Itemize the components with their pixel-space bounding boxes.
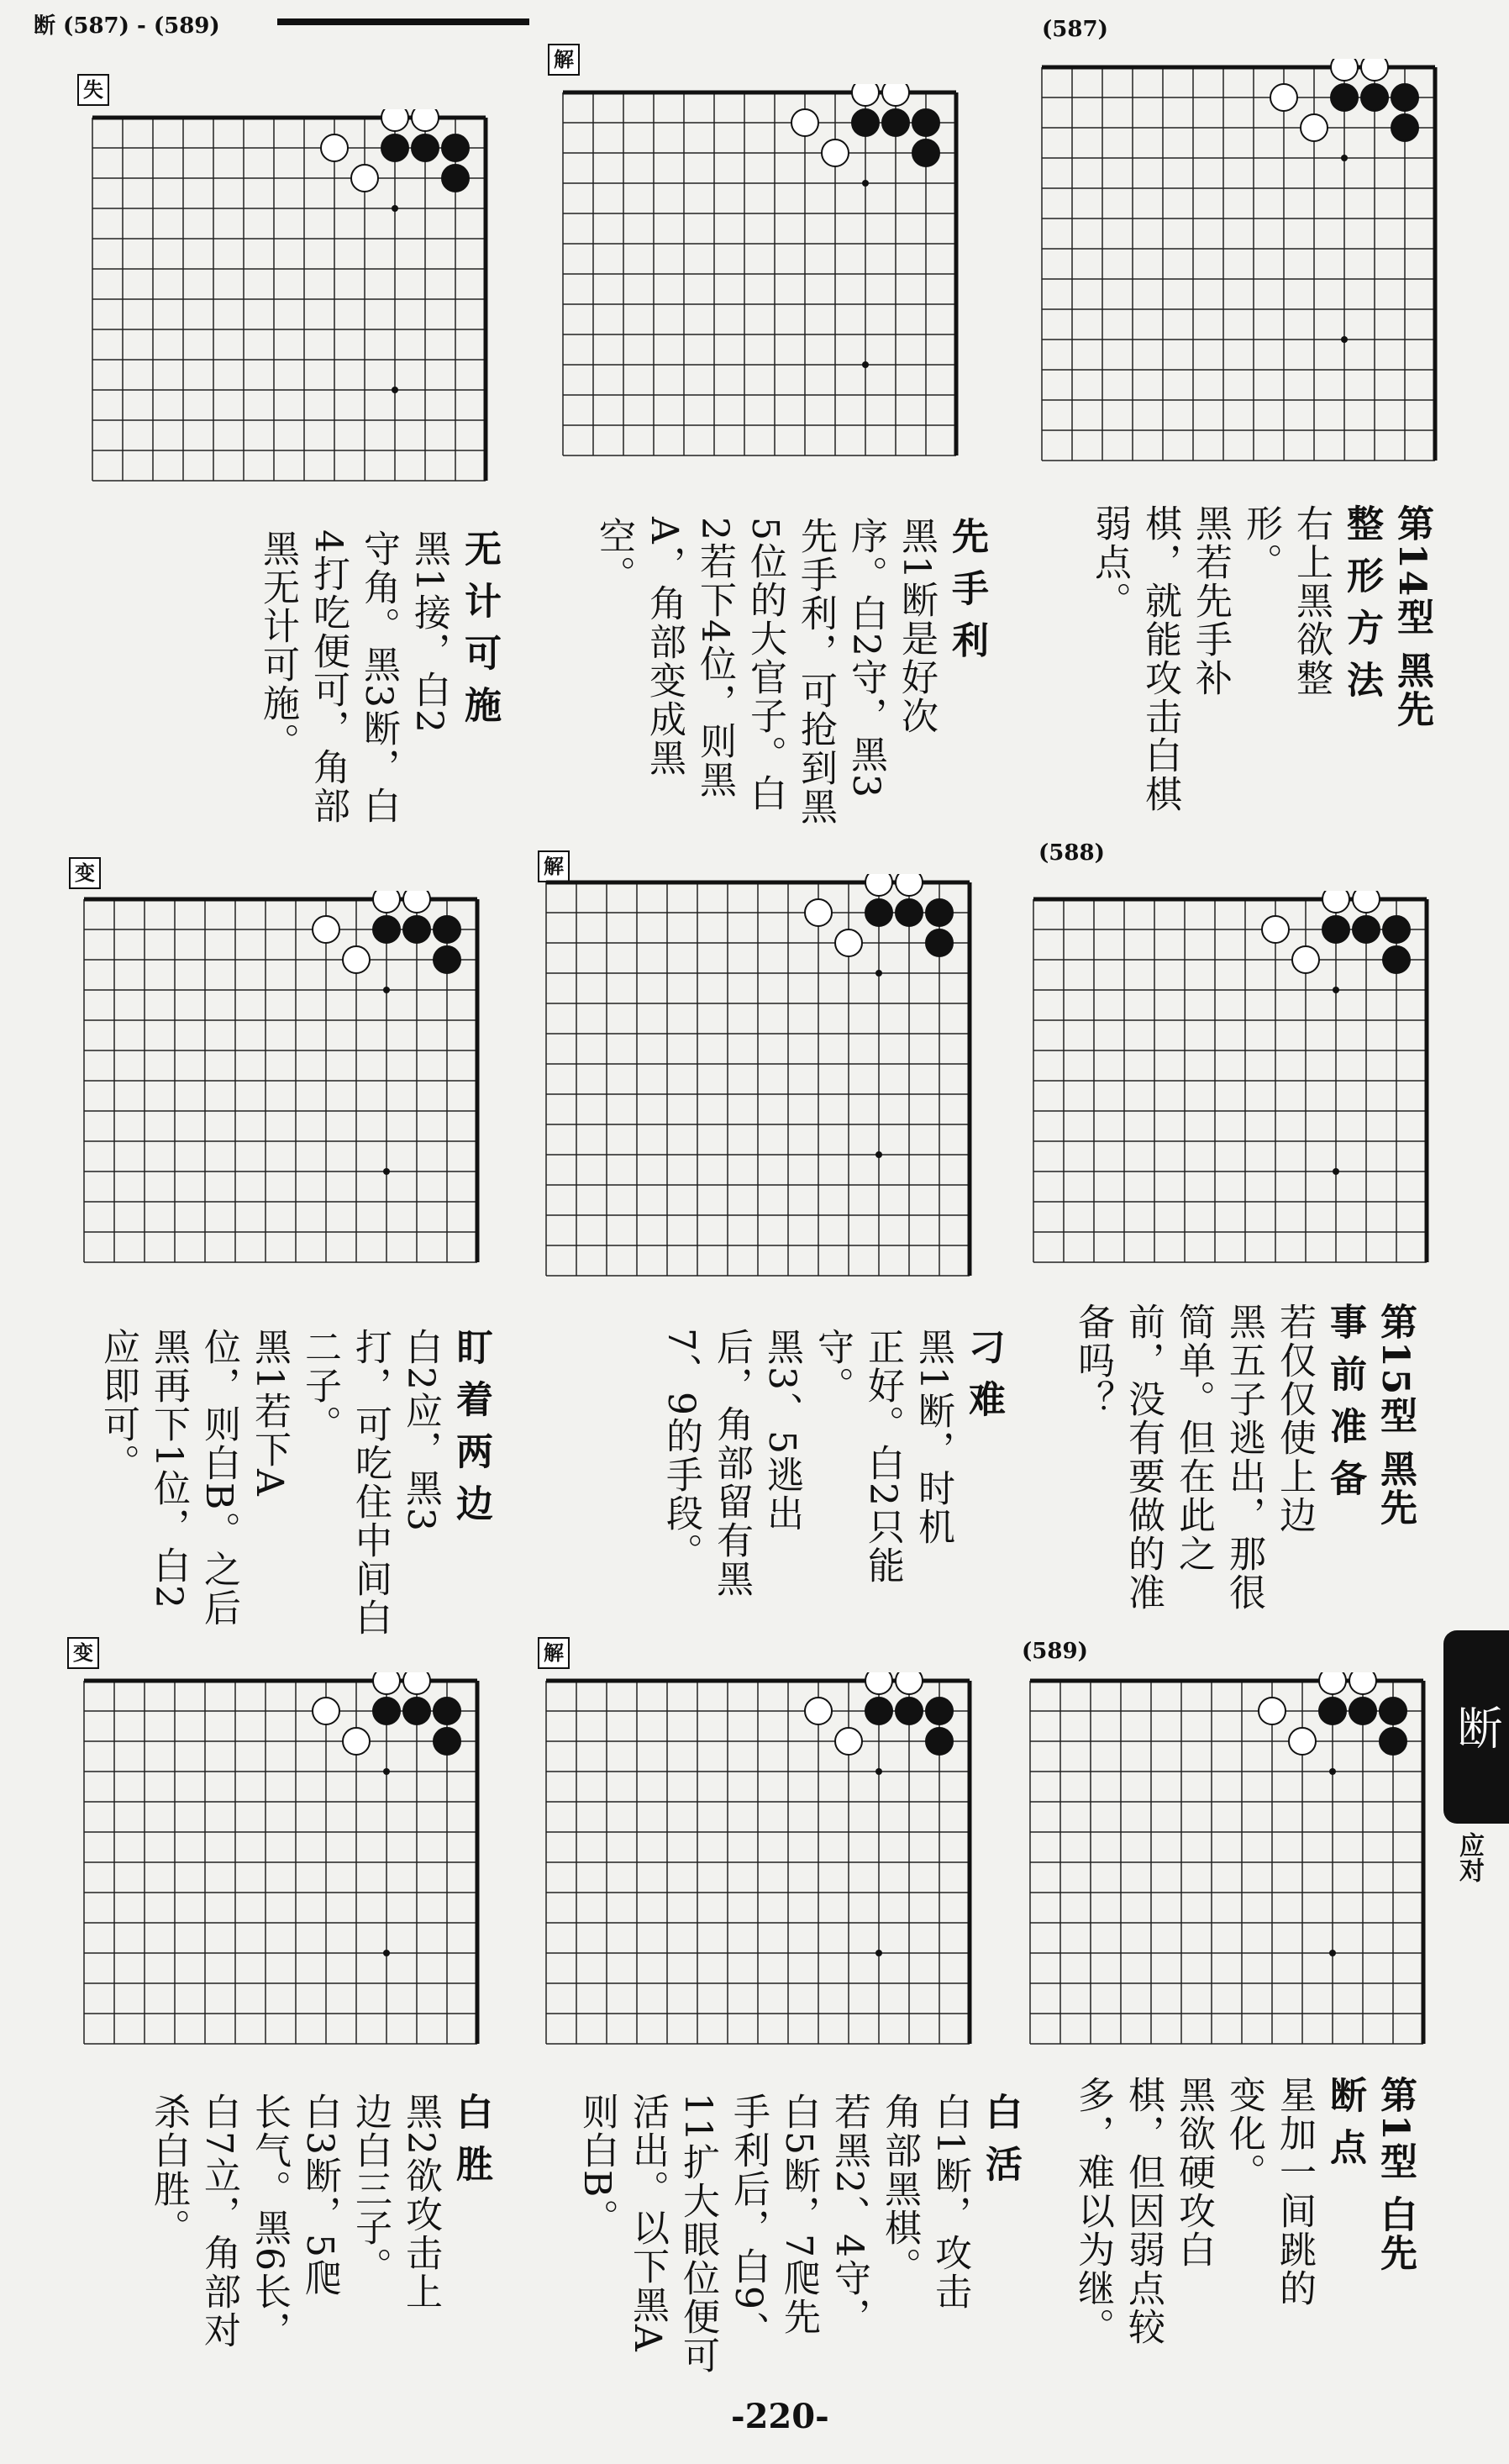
board-grid bbox=[84, 1681, 477, 2044]
star-point bbox=[1341, 155, 1348, 161]
board-grid bbox=[563, 92, 956, 455]
white-stone bbox=[403, 1672, 430, 1694]
star-point bbox=[383, 1768, 390, 1775]
black-stone bbox=[926, 1728, 953, 1755]
commentary-8: 白活 白1断，攻击 角部黑棋。 若黑2、4守， 白5断，7爬先 手利后，白9、 11扩大眼位便可 活出。以下黑A 则白B。 bbox=[576, 2093, 1022, 2375]
black-stone bbox=[412, 134, 439, 161]
go-board-4 bbox=[76, 891, 504, 1277]
white-stone bbox=[852, 84, 879, 106]
star-point bbox=[383, 987, 390, 993]
black-stone bbox=[1322, 916, 1349, 943]
white-stone bbox=[835, 1728, 862, 1755]
black-stone bbox=[1383, 916, 1410, 943]
page-number: -220- bbox=[731, 2397, 829, 2436]
star-point bbox=[383, 1950, 390, 1956]
star-point bbox=[392, 205, 398, 212]
white-stone bbox=[373, 1672, 400, 1694]
black-stone bbox=[865, 899, 892, 926]
chapter-tab: 断 bbox=[1443, 1630, 1509, 1824]
white-stone bbox=[1259, 1698, 1286, 1724]
running-header: 断 (587) - (589) bbox=[34, 13, 220, 39]
star-point bbox=[1329, 1950, 1336, 1956]
go-board-6 bbox=[1025, 891, 1445, 1286]
header-rule bbox=[277, 18, 529, 25]
commentary-1: 无计可施 黑1接，白2 守角。黑3断，白 4打吃便可，角部 黑无计可施。 bbox=[256, 529, 501, 825]
black-stone bbox=[1331, 84, 1358, 111]
white-stone bbox=[822, 140, 849, 166]
diagram-ref-587: (587) bbox=[1042, 17, 1108, 42]
white-stone bbox=[1319, 1672, 1346, 1694]
black-stone bbox=[926, 1698, 953, 1724]
commentary-4: 盯着两边 白2应，黑3 打，可吃住中间白 二子。 黑1若下A 位，则白B。之后 黑再下1位，白2 应即可。 bbox=[97, 1328, 492, 1637]
star-point bbox=[1329, 1768, 1336, 1775]
go-board-7 bbox=[76, 1672, 496, 2067]
star-point bbox=[862, 180, 869, 187]
diagram-ref-589: (589) bbox=[1022, 1639, 1088, 1664]
star-point bbox=[1333, 987, 1339, 993]
go-board-2 bbox=[555, 84, 991, 479]
white-stone bbox=[1353, 891, 1380, 913]
black-stone bbox=[1353, 916, 1380, 943]
white-stone bbox=[373, 891, 400, 913]
white-stone bbox=[403, 891, 430, 913]
white-stone bbox=[313, 916, 339, 943]
white-stone bbox=[1361, 59, 1388, 81]
problem-15: 第15型 黑先 事前准备 若仅仅使上边 黑五子逃出，那很 简单。但在此之 前，没有要做的准 备吗？ bbox=[1071, 1303, 1417, 1612]
black-stone bbox=[912, 140, 939, 166]
problem-14: 第14型 黑先 整形方法 右上黑欲整 形。 黑若先手补 棋，就能攻击白棋 弱点。 bbox=[1088, 504, 1433, 813]
black-stone bbox=[852, 109, 879, 136]
go-board-3 bbox=[1033, 59, 1454, 479]
board-grid bbox=[546, 882, 970, 1276]
go-board-1 bbox=[84, 109, 504, 504]
go-board-9 bbox=[1022, 1672, 1442, 2067]
black-stone bbox=[442, 134, 469, 161]
commentary-2: 先手利 黑1断是好次 序。白2守，黑3 先手利，可抢到黑 5位的大官子。白 2若下4位，则黑 A，角部变成黑空。 bbox=[592, 517, 988, 826]
black-stone bbox=[1383, 946, 1410, 973]
black-stone bbox=[926, 929, 953, 956]
white-stone bbox=[313, 1698, 339, 1724]
chapter-subtab: 应对 bbox=[1454, 1832, 1484, 1882]
white-stone bbox=[381, 109, 408, 131]
white-stone bbox=[343, 1728, 370, 1755]
star-point bbox=[862, 361, 869, 368]
black-stone bbox=[865, 1698, 892, 1724]
white-stone bbox=[1262, 916, 1289, 943]
black-stone bbox=[373, 916, 400, 943]
white-stone bbox=[1301, 114, 1328, 141]
black-stone bbox=[1380, 1728, 1406, 1755]
go-board-8 bbox=[538, 1672, 991, 2067]
white-stone bbox=[791, 109, 818, 136]
black-stone bbox=[403, 1698, 430, 1724]
commentary-5: 刁难 黑1断，时机 正好。白2只能守。 黑3、5逃出 后，角部留有黑 7、9的手段。 bbox=[660, 1328, 1005, 1598]
problem-1: 第1型 白先 断点 星加一间跳的 变化。 黑欲硬攻白 棋，但因弱点较 多，难以为继。 bbox=[1071, 2076, 1417, 2346]
white-stone bbox=[412, 109, 439, 131]
white-stone bbox=[1349, 1672, 1376, 1694]
white-stone bbox=[1322, 891, 1349, 913]
diagram-tag-4: 变 bbox=[69, 857, 101, 889]
star-point bbox=[875, 970, 882, 977]
black-stone bbox=[1349, 1698, 1376, 1724]
white-stone bbox=[1292, 946, 1319, 973]
star-point bbox=[1333, 1168, 1339, 1175]
black-stone bbox=[442, 165, 469, 192]
black-stone bbox=[381, 134, 408, 161]
white-stone bbox=[1289, 1728, 1316, 1755]
black-stone bbox=[912, 109, 939, 136]
white-stone bbox=[1331, 59, 1358, 81]
star-point bbox=[875, 1950, 882, 1956]
star-point bbox=[392, 387, 398, 393]
black-stone bbox=[896, 1698, 923, 1724]
white-stone bbox=[321, 134, 348, 161]
board-grid bbox=[1033, 899, 1427, 1262]
black-stone bbox=[434, 1698, 460, 1724]
star-point bbox=[875, 1151, 882, 1158]
board-grid bbox=[1030, 1681, 1423, 2044]
board-grid bbox=[546, 1681, 970, 2044]
black-stone bbox=[373, 1698, 400, 1724]
diagram-tag-7: 变 bbox=[67, 1637, 99, 1669]
black-stone bbox=[1380, 1698, 1406, 1724]
white-stone bbox=[896, 874, 923, 896]
white-stone bbox=[865, 874, 892, 896]
diagram-ref-588: (588) bbox=[1038, 840, 1105, 866]
black-stone bbox=[434, 946, 460, 973]
black-stone bbox=[1391, 84, 1418, 111]
go-board-5 bbox=[538, 874, 991, 1286]
white-stone bbox=[351, 165, 378, 192]
white-stone bbox=[343, 946, 370, 973]
black-stone bbox=[434, 1728, 460, 1755]
black-stone bbox=[882, 109, 909, 136]
white-stone bbox=[882, 84, 909, 106]
white-stone bbox=[835, 929, 862, 956]
board-grid bbox=[84, 899, 477, 1262]
white-stone bbox=[805, 899, 832, 926]
diagram-tag-8: 解 bbox=[538, 1637, 570, 1669]
diagram-tag-1: 失 bbox=[77, 74, 109, 106]
black-stone bbox=[403, 916, 430, 943]
board-grid bbox=[1042, 67, 1435, 461]
black-stone bbox=[1319, 1698, 1346, 1724]
white-stone bbox=[896, 1672, 923, 1694]
white-stone bbox=[865, 1672, 892, 1694]
black-stone bbox=[896, 899, 923, 926]
black-stone bbox=[1391, 114, 1418, 141]
diagram-tag-2: 解 bbox=[548, 44, 580, 76]
board-grid bbox=[92, 118, 486, 481]
white-stone bbox=[805, 1698, 832, 1724]
black-stone bbox=[434, 916, 460, 943]
star-point bbox=[875, 1768, 882, 1775]
star-point bbox=[1341, 336, 1348, 343]
white-stone bbox=[1270, 84, 1297, 111]
star-point bbox=[383, 1168, 390, 1175]
diagram-tag-5: 解 bbox=[538, 850, 570, 882]
commentary-7: 白胜 黑2欲攻击上 边白三子。 白3断，5爬 长气。黑6长， 白7立，角部对 杀白胜。 bbox=[147, 2093, 492, 2350]
black-stone bbox=[1361, 84, 1388, 111]
black-stone bbox=[926, 899, 953, 926]
